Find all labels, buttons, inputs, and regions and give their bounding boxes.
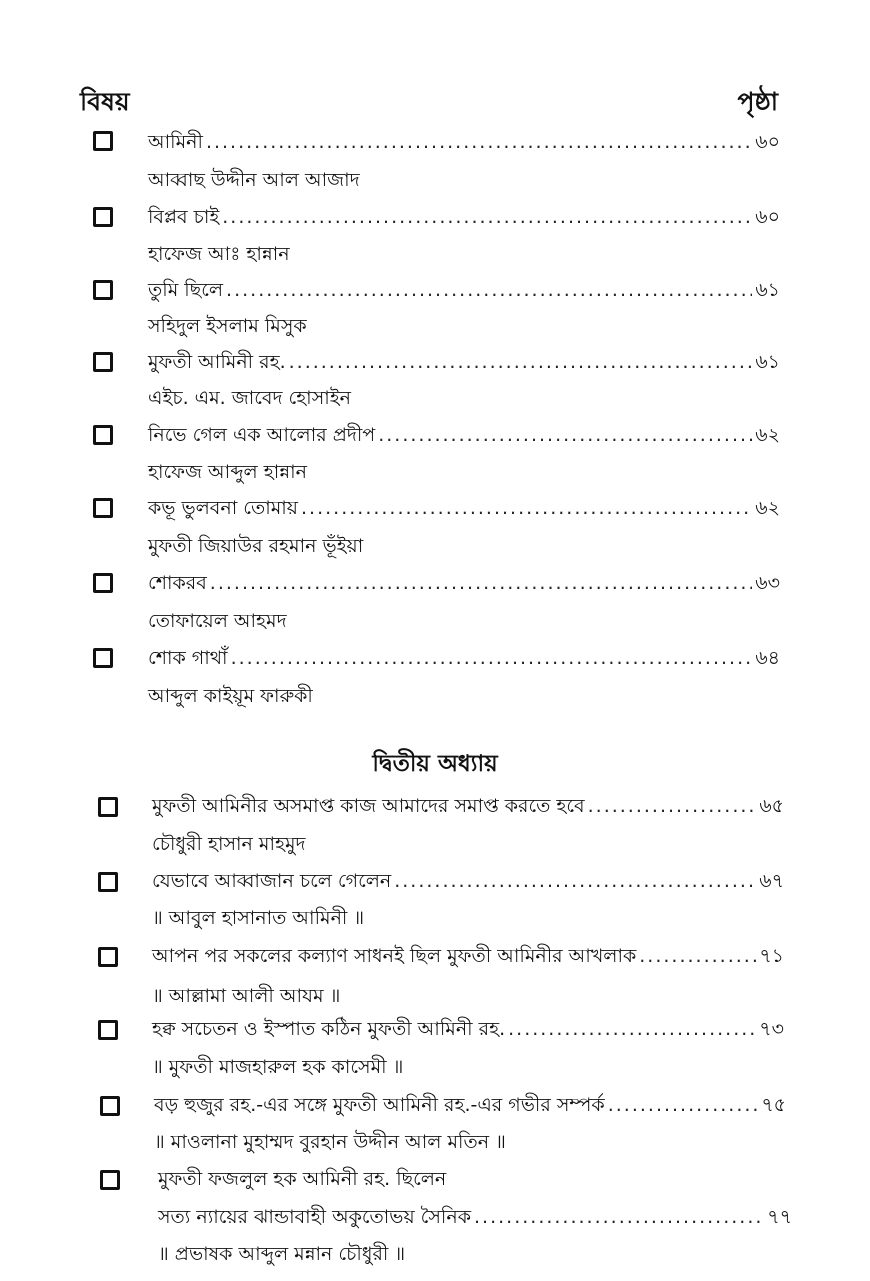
entry-page: ৬২ bbox=[755, 497, 780, 519]
checkbox-icon bbox=[100, 1096, 120, 1116]
checkbox-icon bbox=[93, 131, 113, 151]
entry-title: হক্ব সচেতন ও ইস্পাত কঠিন মুফতী আমিনী রহ. bbox=[152, 1018, 506, 1040]
dot-leader bbox=[231, 647, 753, 669]
dot-leader bbox=[222, 206, 752, 228]
dot-leader bbox=[508, 1018, 756, 1040]
checkbox-icon bbox=[93, 352, 113, 372]
entry-author: এইচ. এম. জাবেদ হোসাইন bbox=[148, 387, 351, 409]
header-subject: বিষয় bbox=[80, 87, 130, 116]
entry-page: ৬০ bbox=[755, 131, 780, 153]
entry-page: ৭৩ bbox=[759, 1018, 784, 1040]
entry-author: ॥ মুফতী মাজহারুল হক কাসেমী ॥ bbox=[152, 1056, 404, 1078]
checkbox-icon bbox=[98, 1020, 118, 1040]
entry-page: ৬৩ bbox=[755, 572, 780, 594]
chapter-heading: দ্বিতীয় অধ্যায় bbox=[372, 751, 498, 777]
entry-page: ৬৭ bbox=[759, 870, 784, 892]
entry-title: শোক গাথাঁ bbox=[148, 647, 228, 669]
entry-author: সহিদুল ইসলাম মিসুক bbox=[148, 315, 307, 337]
checkbox-icon bbox=[100, 1170, 120, 1190]
checkbox-icon bbox=[93, 573, 113, 593]
checkbox-icon bbox=[98, 797, 118, 817]
entry-page: ৬২ bbox=[755, 424, 780, 446]
entry-title: বিপ্লব চাই bbox=[148, 206, 220, 228]
entry-title: নিভে গেল এক আলোর প্রদীপ bbox=[148, 424, 376, 446]
entry-page: ৬৪ bbox=[755, 647, 780, 669]
dot-leader bbox=[378, 424, 752, 446]
dot-leader bbox=[639, 945, 756, 967]
entry-page: ৭১ bbox=[759, 945, 784, 967]
dot-leader bbox=[206, 131, 752, 153]
checkbox-icon bbox=[98, 947, 118, 967]
entry-author: আব্বাছ উদ্দীন আল আজাদ bbox=[148, 169, 360, 191]
entry-author: ॥ মাওলানা মুহাম্মদ বুরহান উদ্দীন আল মতিন ॥ bbox=[154, 1131, 506, 1153]
entry-title: আমিনী bbox=[148, 131, 203, 153]
entry-page: ৭৭ bbox=[767, 1206, 792, 1228]
dot-leader bbox=[394, 870, 756, 892]
checkbox-icon bbox=[98, 872, 118, 892]
entry-page: ৬০ bbox=[755, 206, 780, 228]
dot-leader bbox=[588, 795, 757, 817]
entry-title: আপন পর সকলের কল্যাণ সাধনই ছিল মুফতী আমিনীর আখলাক bbox=[152, 945, 637, 967]
dot-leader bbox=[608, 1094, 759, 1116]
entry-title: বড় হুজুর রহ.-এর সঙ্গে মুফতী আমিনী রহ.-এর গভীর সম্পর্ক bbox=[154, 1094, 605, 1116]
entry-author: তোফায়েল আহমদ bbox=[148, 610, 287, 632]
checkbox-icon bbox=[93, 207, 113, 227]
entry-title: মুফতী ফজলুল হক আমিনী রহ. ছিলেন bbox=[158, 1168, 447, 1190]
checkbox-icon bbox=[93, 425, 113, 445]
checkbox-icon bbox=[93, 648, 113, 668]
entry-author: চৌধুরী হাসান মাহমুদ bbox=[152, 833, 306, 855]
entry-author: ॥ প্রভাষক আব্দুল মন্নান চৌধুরী ॥ bbox=[158, 1243, 406, 1265]
entry-title: কভূ ভুলবনা তোমায় bbox=[148, 497, 298, 519]
entry-title: মুফতী আমিনীর অসমাপ্ত কাজ আমাদের সমাপ্ত করতে হবে bbox=[152, 795, 585, 817]
dot-leader bbox=[474, 1206, 764, 1228]
entry-title: যেভাবে আব্বাজান চলে গেলেন bbox=[152, 870, 392, 892]
entry-author: আব্দুল কাইয়ূম ফারুকী bbox=[148, 685, 313, 707]
dot-leader bbox=[289, 351, 753, 373]
entry-title: মুফতী আমিনী রহ. bbox=[148, 351, 286, 373]
entry-page: ৬১ bbox=[755, 279, 780, 301]
dot-leader bbox=[226, 279, 752, 301]
entry-author: ॥ আবুল হাসানাত আমিনী ॥ bbox=[152, 907, 365, 929]
entry-title: শোকরব bbox=[148, 572, 207, 594]
entry-title: তুমি ছিলে bbox=[148, 279, 224, 301]
dot-leader bbox=[210, 572, 753, 594]
entry-page: ৭৫ bbox=[761, 1094, 786, 1116]
checkbox-icon bbox=[93, 280, 113, 300]
dot-leader bbox=[301, 497, 752, 519]
entry-page: ৬১ bbox=[755, 351, 780, 373]
entry-author: মুফতী জিয়াউর রহমান ভূঁইয়া bbox=[148, 535, 364, 557]
entry-author: ॥ আল্লামা আলী আযম ॥ bbox=[152, 985, 341, 1007]
entry-title-continued: সত্য ন্যায়ের ঝান্ডাবাহী অকুতোভয় সৈনিক bbox=[158, 1206, 471, 1228]
entry-page: ৬৫ bbox=[759, 795, 784, 817]
header-page: পৃষ্ঠা bbox=[737, 87, 778, 116]
checkbox-icon bbox=[93, 498, 113, 518]
entry-author: হাফেজ আঃ হান্নান bbox=[148, 243, 290, 265]
entry-author: হাফেজ আব্দুল হান্নান bbox=[148, 461, 307, 483]
